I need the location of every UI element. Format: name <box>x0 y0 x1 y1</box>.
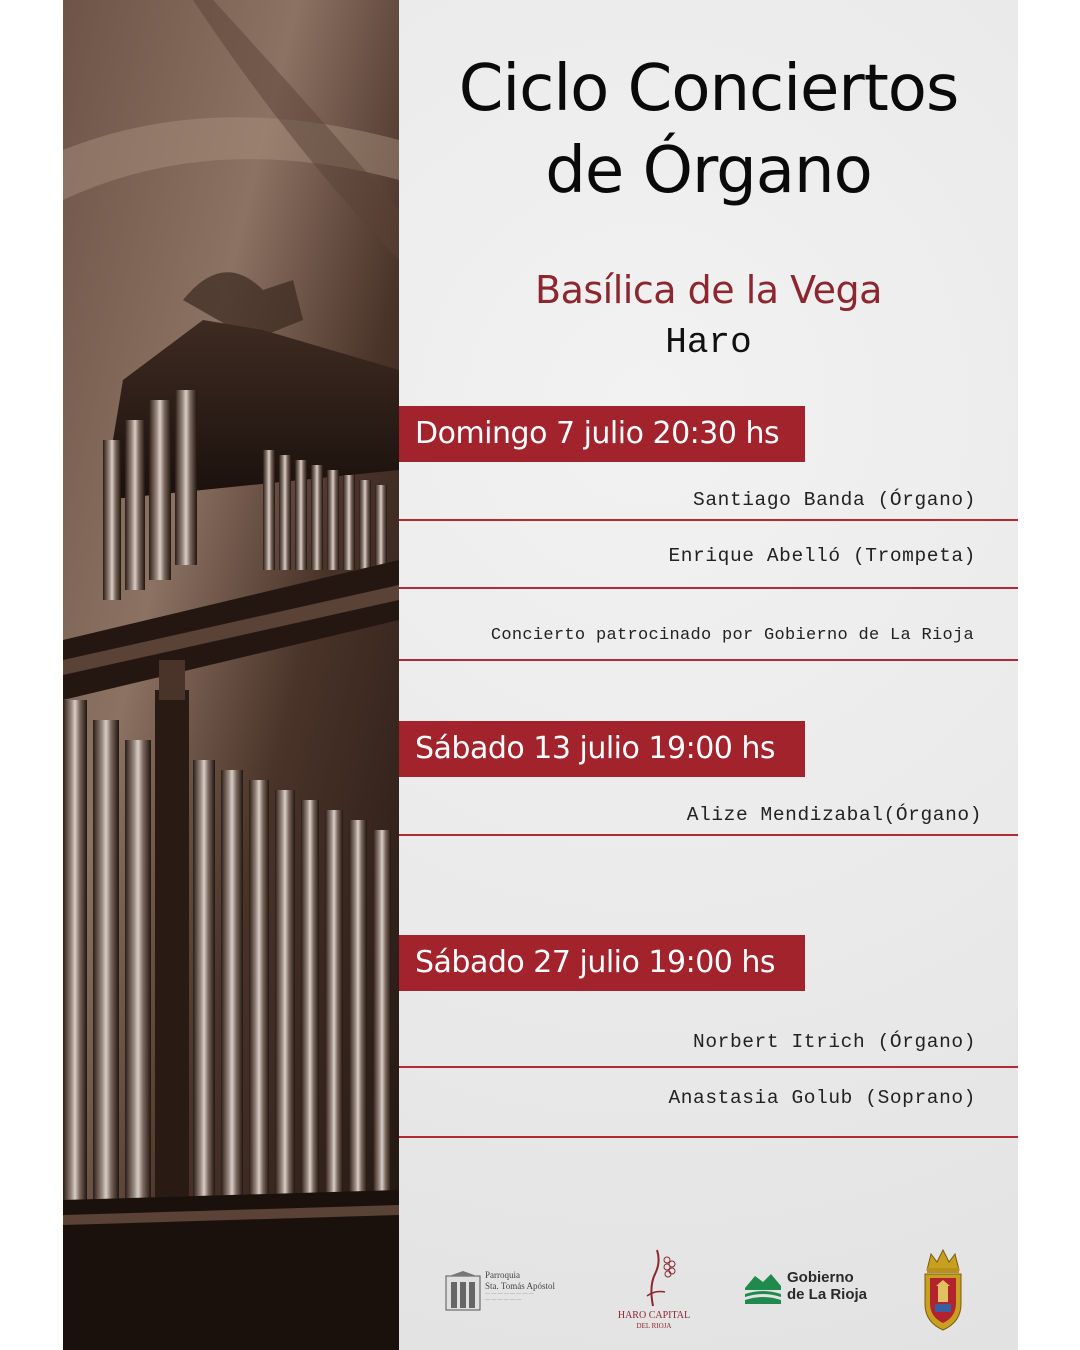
concert-3-performer-2: Anastasia Golub (Soprano) <box>668 1087 976 1109</box>
concert-poster <box>63 0 1018 1350</box>
gobierno-line-2: de La Rioja <box>787 1286 868 1303</box>
concert-3-performer-1: Norbert Itrich (Órgano) <box>693 1031 976 1053</box>
divider-line <box>399 1136 1018 1138</box>
gobierno-rioja-logo-icon <box>743 1268 883 1312</box>
haro-line-1: HARO CAPITAL <box>617 1310 691 1321</box>
title-line-2: de Órgano <box>545 134 872 208</box>
haro-line-2: DEL RIOJA <box>636 1322 672 1330</box>
divider-line <box>399 834 1018 836</box>
venue-name: Basílica de la Vega <box>535 268 882 312</box>
divider-line <box>399 587 1018 589</box>
parish-logo-icon: Parroquia Sta. Tomás Apóstol — — — — — — — — — — — — — — <box>445 1270 565 1316</box>
concert-3-date: Sábado 27 julio 19:00 hs <box>399 935 805 991</box>
concert-1-performer-2: Enrique Abelló (Trompeta) <box>668 545 976 567</box>
divider-line <box>399 519 1018 521</box>
concert-2-date: Sábado 13 julio 19:00 hs <box>399 721 805 777</box>
parish-name-2: Sta. Tomás Apóstol <box>485 1281 555 1291</box>
title-line-1: Ciclo Conciertos <box>458 52 959 126</box>
page-title <box>399 48 1018 212</box>
pipe-organ-photo <box>63 0 399 1350</box>
concert-1-date: Domingo 7 julio 20:30 hs <box>399 406 805 462</box>
parish-name: Parroquia <box>485 1270 520 1280</box>
concert-2-performer-1: Alize Mendizabal(Órgano) <box>686 804 982 826</box>
haro-coat-of-arms-icon <box>921 1248 965 1334</box>
concert-1-sponsor-note: Concierto patrocinado por Gobierno de La Rioja <box>490 626 974 645</box>
divider-line <box>399 1066 1018 1068</box>
divider-line <box>399 659 1018 661</box>
haro-capital-logo-icon <box>609 1246 699 1336</box>
sponsor-logos <box>399 1240 1018 1340</box>
concert-1-performer-1: Santiago Banda (Órgano) <box>693 489 976 511</box>
info-panel <box>399 0 1018 1350</box>
city-name: Haro <box>665 322 752 363</box>
gobierno-line-1: Gobierno <box>787 1269 854 1286</box>
